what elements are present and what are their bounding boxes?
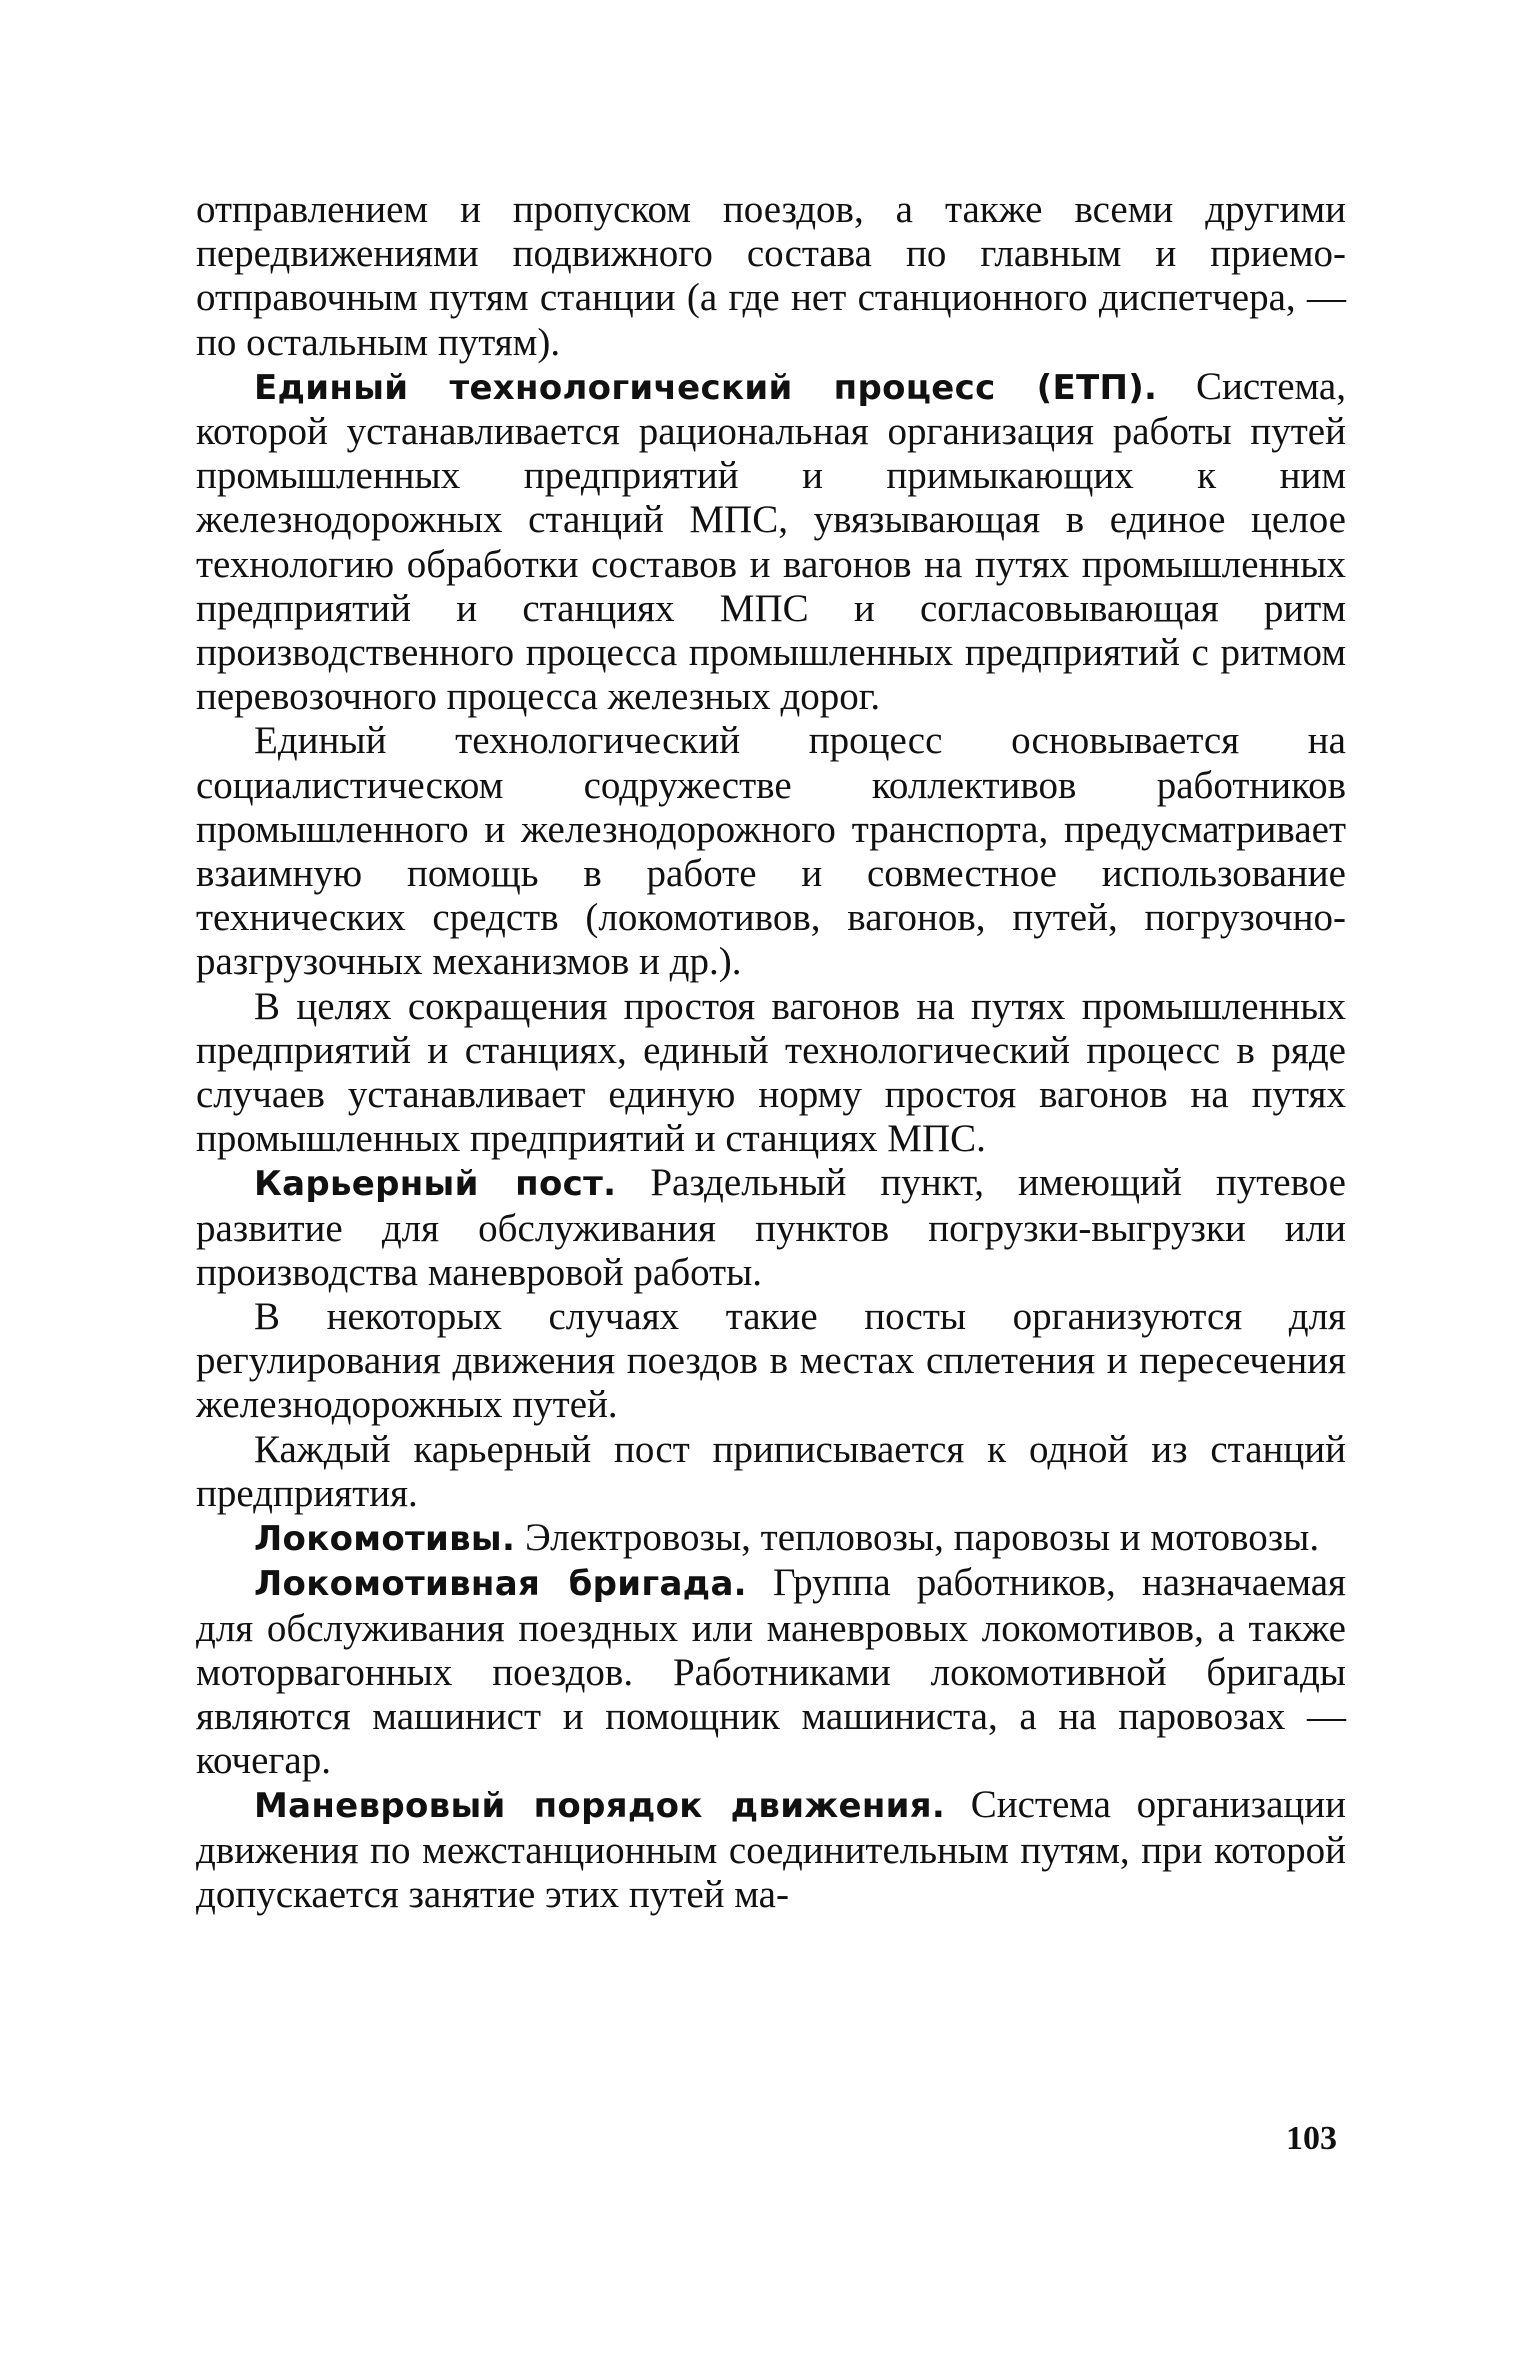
paragraph-etp-basis — [196, 719, 1346, 984]
paragraph-quarry-post-assignment — [196, 1428, 1346, 1516]
definition-text: Система, которой устанавливается рациональная организация работы путей промышленных предприятий и примыкающих к ним железнодорожных станций МПС, увязывающая в единое целое технологию обработки составов и вагонов на путях промышленных предприятий и станциях МПС и согласовывающая ритм производственного процесса промышленных предприятий с ритмом перевозочного процесса железных дорог. — [196, 364, 1346, 719]
definition-shunting-order — [196, 1783, 1346, 1917]
definition-locomotive-crew — [196, 1561, 1346, 1783]
term-locomotives: Локомотивы. — [254, 1519, 516, 1560]
paragraph-text: В целях сокращения простоя вагонов на путях промышленных предприятий и станциях, единый технологический процесс в ряде случаев устанавливает единую норму простоя вагонов на путях промышленных предприятий и станциях МПС. — [196, 984, 1346, 1161]
definition-quarry-post — [196, 1161, 1346, 1295]
definition-etp — [196, 365, 1346, 720]
paragraph-text: отправлением и пропуском поездов, а также всеми другими передвижениями подвижного состава по главным и приемо-отправочным путям станции (а где нет станционного диспетчера, — по остальным путям). — [196, 188, 1346, 364]
definition-locomotives — [196, 1516, 1346, 1561]
term-quarry-post: Карьерный пост. — [254, 1164, 617, 1205]
term-shunting-order: Маневровый порядок движения. — [254, 1786, 946, 1827]
term-etp: Единый технологический процесс (ЕТП). — [254, 367, 1158, 408]
paragraph-etp-idle-time — [196, 985, 1346, 1162]
definition-text: Электровозы, тепловозы, паровозы и мотовозы. — [515, 1516, 1320, 1560]
paragraph-text: Каждый карьерный пост приписывается к одной из станций предприятия. — [196, 1427, 1346, 1515]
paragraph-text: В некоторых случаях такие посты организуются для регулирования движения поездов в местах сплетения и пересечения железнодорожных путей. — [196, 1295, 1346, 1427]
definition-text: Раздельный пункт, имеющий путевое развитие для обслуживания пунктов погрузки-выгрузки или производства маневровой работы. — [196, 1161, 1346, 1294]
term-locomotive-crew: Локомотивная бригада. — [254, 1564, 747, 1605]
definition-text: Система организации движения по межстанционным соединительным путям, при которой допускается занятие этих путей ма- — [196, 1783, 1346, 1916]
page-number: 103 — [1286, 2120, 1337, 2157]
paragraph-text: Единый технологический процесс основывается на социалистическом содружестве коллективов работников промышленного и железнодорожного транспорта, предусматривает взаимную помощь в работе и совместное использование технических средств (локомотивов, вагонов, путей, погрузочно-разгрузочных механизмов и др.). — [196, 719, 1346, 984]
paragraph-continuation — [196, 188, 1346, 365]
definition-text: Группа работников, назначаемая для обслуживания поездных или маневровых локомотивов, а также моторвагонных поездов. Работниками локомотивной бригады являются машинист и помощник машиниста, а на паровозах — кочегар. — [196, 1561, 1346, 1783]
paragraph-quarry-post-cases — [196, 1295, 1346, 1428]
page-body — [196, 188, 1346, 1917]
